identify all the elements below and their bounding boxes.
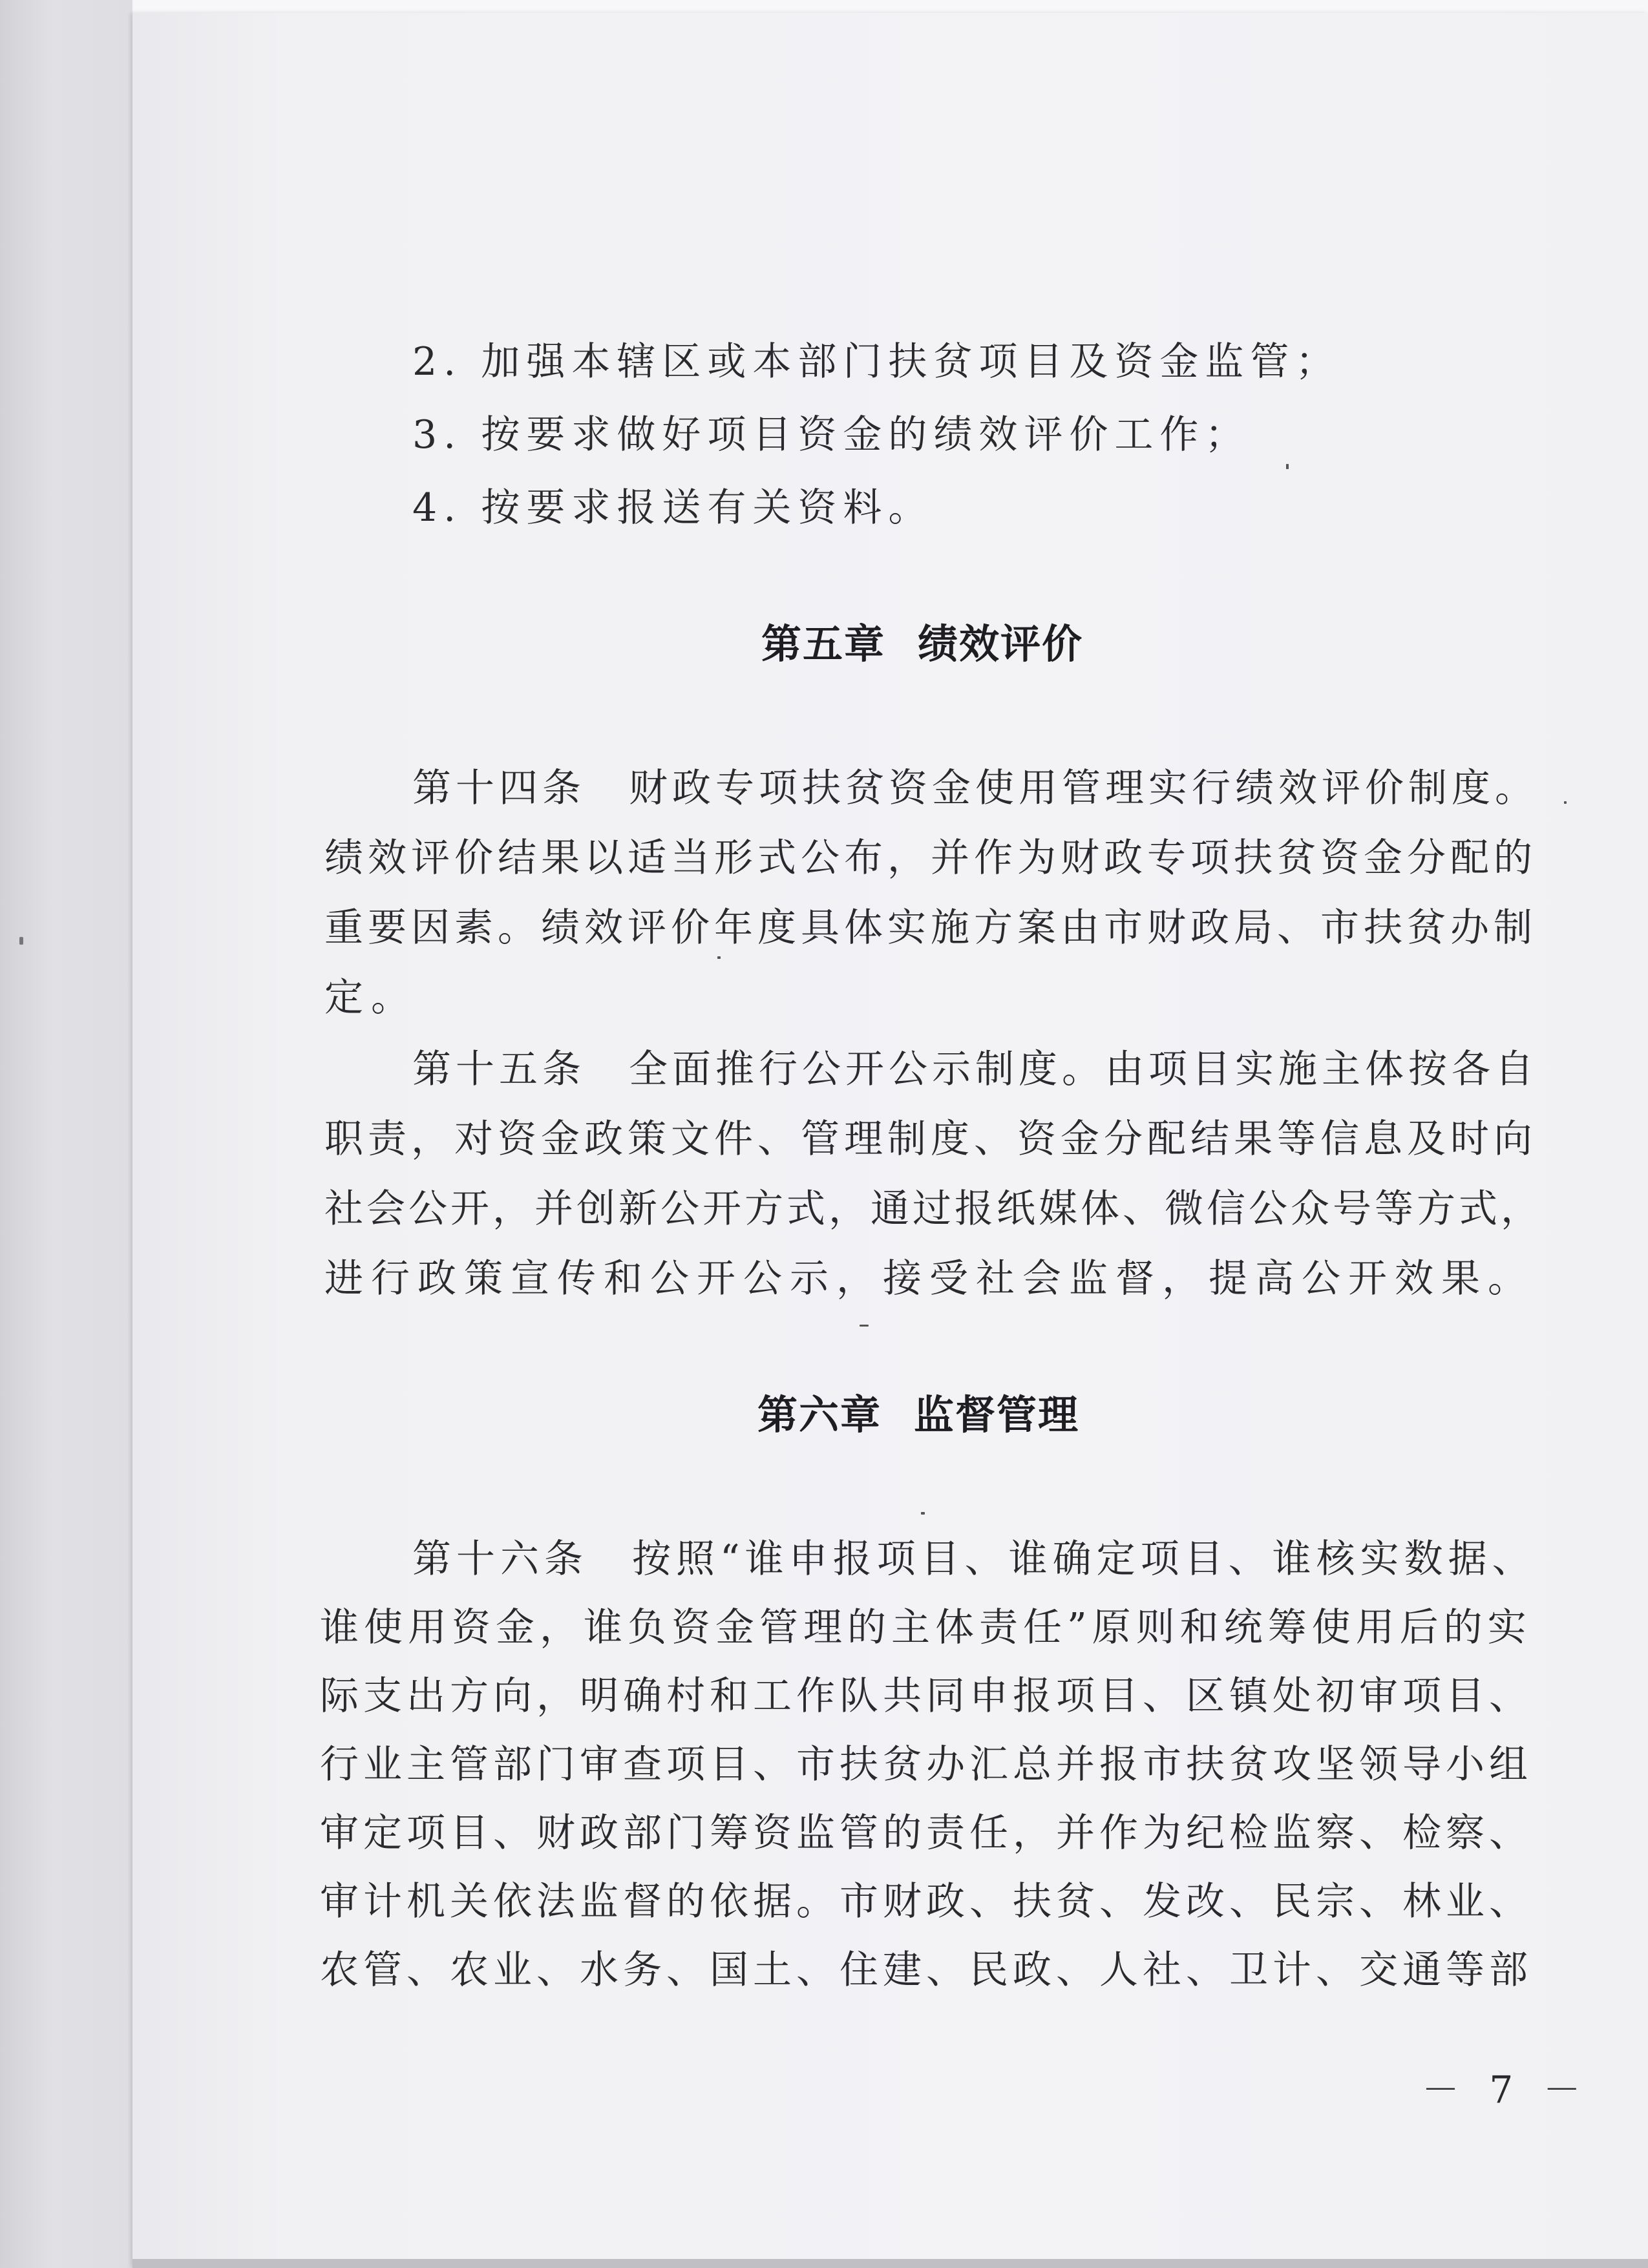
article-14-line: 绩效评价结果以适当形式公布，并作为财政专项扶贫资金分配的: [324, 835, 1537, 881]
chapter-heading: [757, 1391, 1080, 1438]
article-16-line: 行业主管部门审查项目、市扶贫办汇总并报市扶贫攻坚领导小组: [320, 1742, 1532, 1787]
chapter-title: 绩效评价: [918, 620, 1084, 667]
list-item: 3. 按要求做好项目资金的绩效评价工作；: [412, 412, 1251, 457]
article-15-line: 职责，对资金政策文件、管理制度、资金分配结果等信息及时向: [324, 1117, 1537, 1162]
article-16-line: 审定项目、财政部门筹资监管的责任，并作为纪检监察、检察、: [320, 1811, 1532, 1856]
scan-speck: [717, 956, 721, 959]
page-number: － 7 －: [1422, 2068, 1590, 2112]
article-14-line: 定。: [324, 975, 417, 1020]
article-16-line: 审计机关依法监督的依据。市财政、扶贫、发改、民宗、林业、: [320, 1879, 1532, 1924]
article-15-line: 进行政策宣传和公开公示，接受社会监督，提高公开效果。: [324, 1256, 1534, 1301]
scan-speck: [1286, 464, 1289, 469]
article-16-line: 农管、农业、水务、国土、住建、民政、人社、卫计、交通等部: [320, 1948, 1532, 1993]
list-item: 2. 加强本辖区或本部门扶贫项目及资金监管；: [412, 339, 1341, 384]
chapter-heading: [761, 620, 1084, 667]
list-item: 4. 按要求报送有关资料。: [412, 485, 934, 530]
binding-strip: [0, 0, 132, 2268]
chapter-number: 第六章: [757, 1391, 882, 1438]
article-16-line: 谁使用资金，谁负资金管理的主体责任”原则和统筹使用后的实: [320, 1605, 1532, 1650]
chapter-number: 第五章: [761, 620, 886, 667]
article-15-line: 第十五条 全面推行公开公示制度。由项目实施主体按各自: [412, 1047, 1538, 1092]
article-14-line: 重要因素。绩效评价年度具体实施方案由市财政局、市扶贫办制: [324, 905, 1537, 950]
article-14-line: 第十四条 财政专项扶贫资金使用管理实行绩效评价制度。: [412, 766, 1538, 811]
scan-bottom-edge: [132, 2259, 1648, 2268]
article-16-line: 际支出方向，明确村和工作队共同申报项目、区镇处初审项目、: [320, 1674, 1532, 1719]
scan-speck: [19, 937, 23, 945]
article-16-line: 第十六条 按照“谁申报项目、谁确定项目、谁核实数据、: [412, 1537, 1536, 1582]
scan-speck: [1564, 801, 1567, 804]
scan-speck: [921, 1512, 925, 1515]
scan-speck: [860, 1325, 869, 1327]
chapter-title: 监督管理: [914, 1391, 1080, 1438]
article-15-line: 社会公开，并创新公开方式，通过报纸媒体、微信公众号等方式，: [324, 1186, 1543, 1232]
